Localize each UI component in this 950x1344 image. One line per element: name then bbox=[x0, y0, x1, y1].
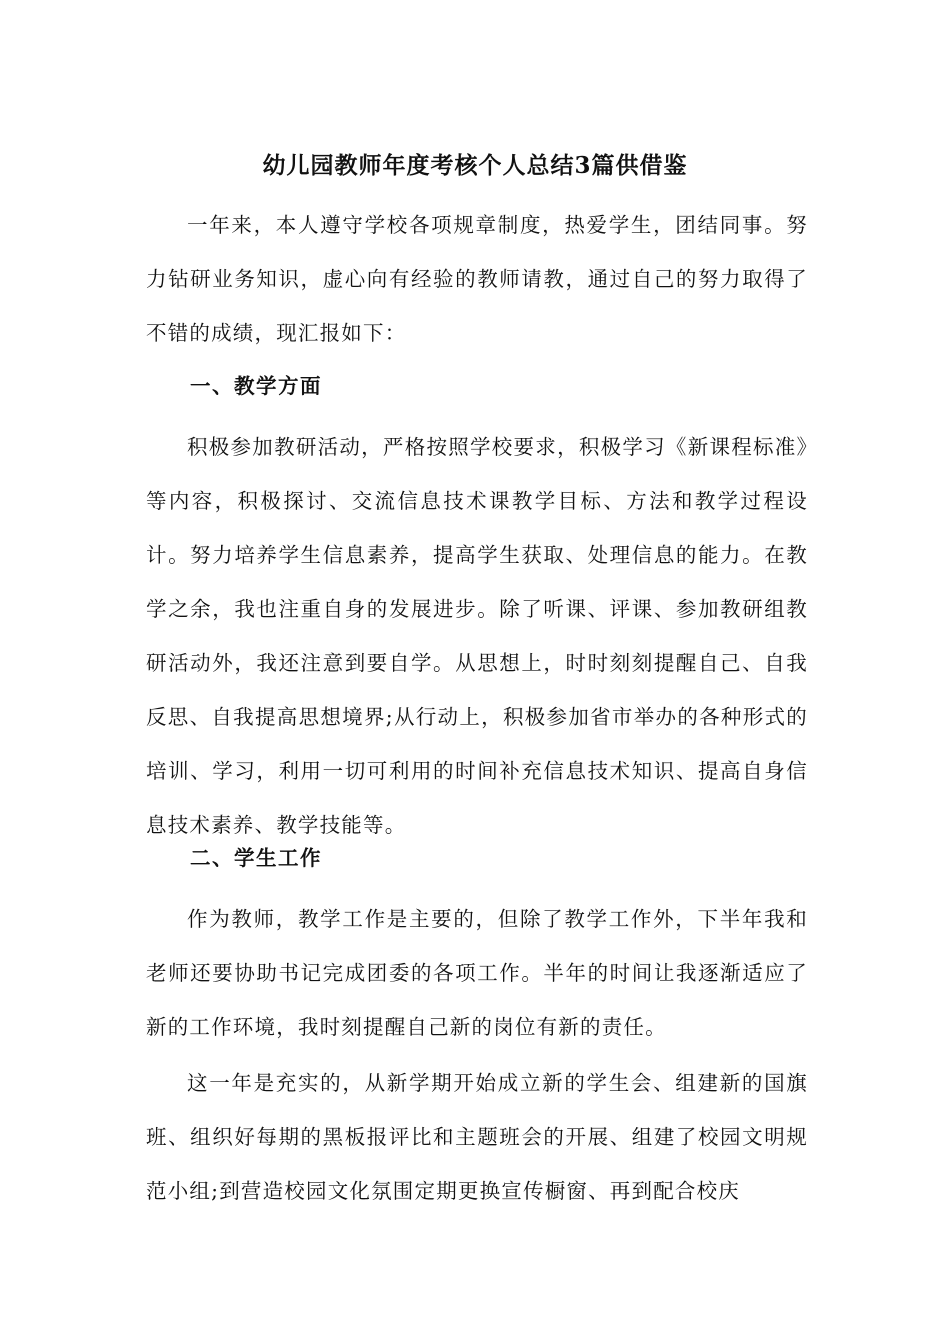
intro-paragraph: 一年来，本人遵守学校各项规章制度，热爱学生，团结同事。努力钻研业务知识，虚心向有经验的教师请教，通过自己的努力取得了不错的成绩，现汇报如下： bbox=[146, 213, 808, 345]
teaching-paragraph: 积极参加教研活动，严格按照学校要求，积极学习《新课程标准》等内容，积极探讨、交流信息技术课教学目标、方法和教学过程设计。努力培养学生信息素养，提高学生获取、处理信息的能力。在教学之余，我也注重自身的发展进步。除了听课、评课、参加教研组教研活动外，我还注意到要自学。从思想上，时时刻刻提醒自己、自我反思、自我提高思想境界;从行动上，积极参加省市举办的各种形式的培训、学习，利用一切可利用的时间补充信息技术知识、提高自身信息技术素养、教学技能等。 bbox=[146, 435, 808, 837]
student-work-paragraph-2: 这一年是充实的，从新学期开始成立新的学生会、组建新的国旗班、组织好每期的黑板报评比和主题班会的开展、组建了校园文明规范小组;到营造校园文化氛围定期更换宣传橱窗、再到配合校庆 bbox=[146, 1071, 808, 1203]
document-title: 幼儿园教师年度考核个人总结3篇供借鉴 bbox=[262, 152, 688, 179]
student-work-paragraph-1: 作为教师，教学工作是主要的，但除了教学工作外，下半年我和老师还要协助书记完成团委的各项工作。半年的时间让我逐渐适应了新的工作环境，我时刻提醒自己新的岗位有新的责任。 bbox=[146, 907, 808, 1039]
section-heading-student-work: 二、学生工作 bbox=[190, 846, 322, 870]
section-heading-teaching: 一、教学方面 bbox=[190, 374, 322, 398]
